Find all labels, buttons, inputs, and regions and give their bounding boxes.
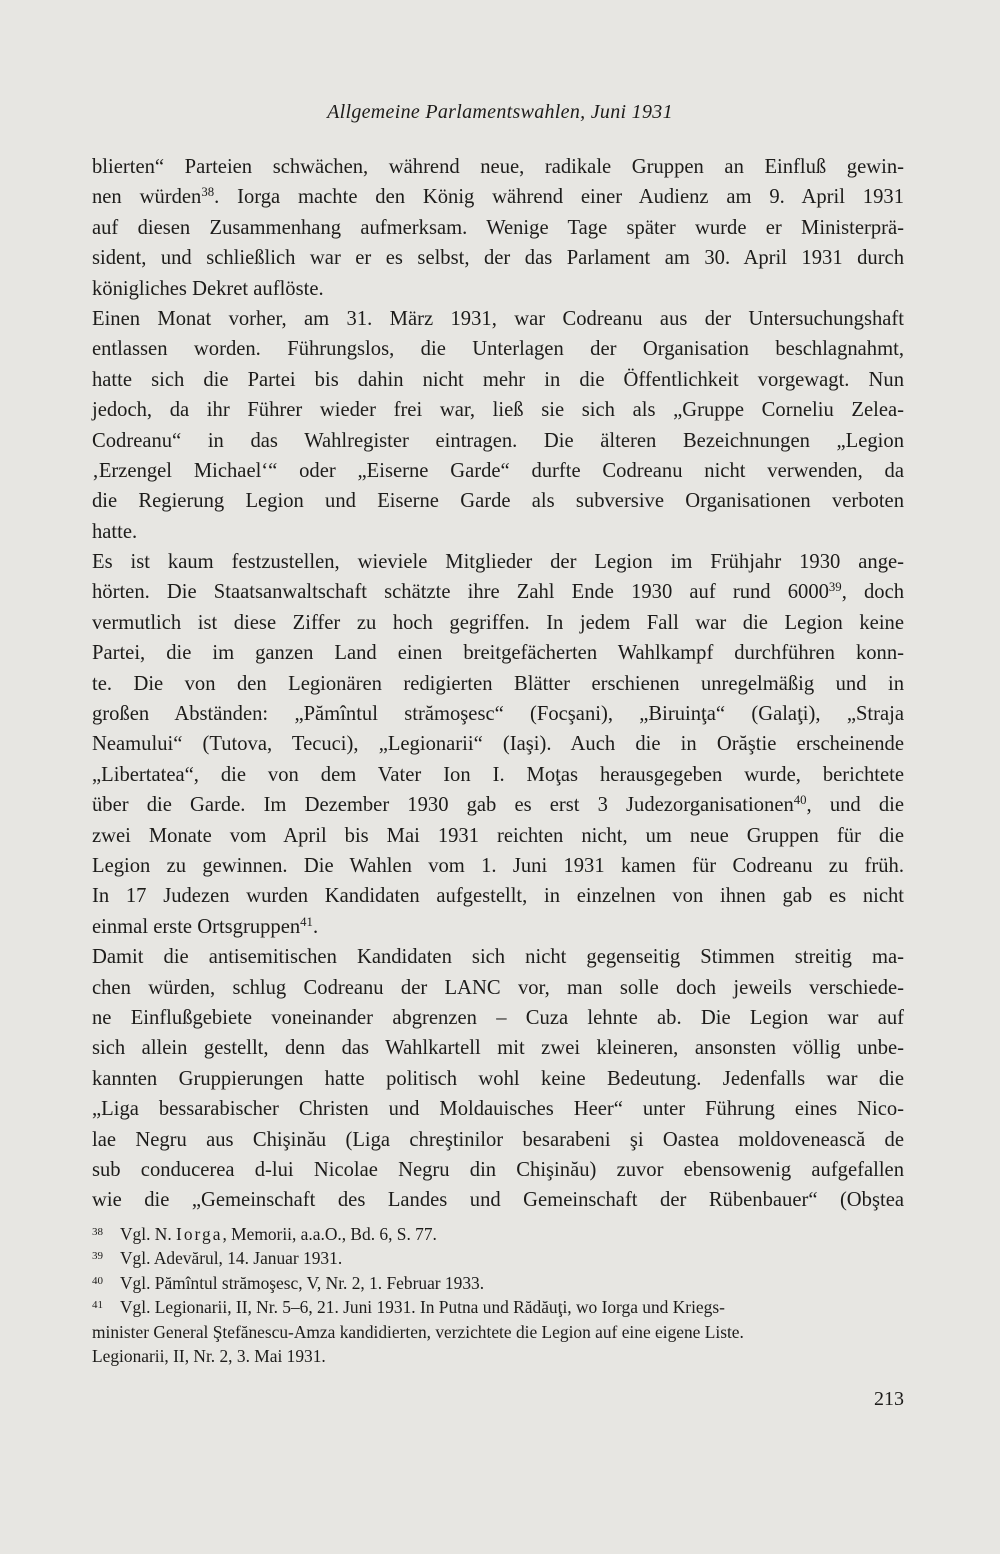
footnote-ref: 40 — [793, 793, 807, 808]
text-line: Legion zu gewinnen. Die Wahlen vom 1. Juni 1931 kamen für Codreanu zu früh. — [92, 854, 904, 877]
text-line: auf diesen Zusammenhang aufmerksam. Wenige Tage später wurde er Ministerprä- — [92, 216, 904, 239]
text-line: königliches Dekret auflöste. — [92, 277, 324, 300]
footnote-39: 39 Vgl. Adevărul, 14. Januar 1931. — [92, 1248, 343, 1269]
text-line: sident, und schließlich war er es selbst, der das Parlament am 30. April 1931 durch — [92, 247, 904, 270]
text-line: ‚Erzengel Michael‘“ oder „Eiserne Garde“ durfte Codreanu nicht verwenden, da — [92, 459, 904, 482]
text-line: ne Einflußgebiete voneinander abgrenzen – Cuza lehnte ab. Die Legion war auf — [92, 1006, 904, 1029]
running-head: Allgemeine Parlamentswahlen, Juni 1931 — [327, 101, 673, 123]
text-line: sub conducerea d-lui Nicolae Negru din Chişinău) zuvor ebensowenig aufgefallen — [92, 1158, 904, 1181]
footnote-41-continued: Legionarii, II, Nr. 2, 3. Mai 1931. — [92, 1345, 326, 1366]
text-line: te. Die von den Legionären redigierten Blätter erschienen unregelmäßig und in — [92, 672, 904, 695]
text-line: entlassen worden. Führungslos, die Unterlagen der Organisation beschlagnahmt, — [92, 338, 904, 361]
body-text — [92, 152, 904, 1216]
text-line: Damit die antisemitischen Kandidaten sich nicht gegenseitig Stimmen streitig ma- — [92, 946, 904, 969]
text-line: lae Negru aus Chişinău (Liga chreştinilor besarabeni şi Oastea moldovenească de — [92, 1128, 904, 1151]
text-line: vermutlich ist diese Ziffer zu hoch gegriffen. In jedem Fall war die Legion keine — [92, 611, 904, 634]
footnote-40: 40 Vgl. Pămîntul strămoşesc, V, Nr. 2, 1. Februar 1933. — [92, 1272, 485, 1293]
footnotes — [92, 1222, 904, 1368]
text-line: „Liga bessarabischer Christen und Moldauisches Heer“ unter Führung eines Nico- — [92, 1098, 904, 1121]
text-line: Partei, die im ganzen Land einen breitgefächerten Wahlkampf durchführen konn- — [92, 642, 904, 665]
text-line: über die Garde. Im Dezember 1930 gab es erst 3 Judezorganisationen$^{40}$, und die — [92, 793, 904, 817]
text-line: nen würden$^{38}$. Iorga machte den König während einer Audienz am 9. April 1931 — [92, 185, 904, 209]
text-line: großen Abständen: „Pămîntul strămoşesc“ (Focşani), „Biruinţa“ (Galaţi), „Straja — [92, 703, 904, 726]
footnote-41-continued: minister General Ştefănescu-Amza kandidierten, verzichtete die Legion auf eine eigene Liste. — [92, 1321, 744, 1342]
footnote-38: 38 Vgl. N. Iorga, Memorii, a.a.O., Bd. 6, S. 77. — [92, 1224, 437, 1244]
footnote-ref: 41 — [300, 914, 313, 929]
text-line: Einen Monat vorher, am 31. März 1931, war Codreanu aus der Untersuchungshaft — [92, 307, 904, 330]
author-name: Iorga — [176, 1224, 223, 1244]
text-line: kannten Gruppierungen hatte politisch wohl keine Bedeutung. Jedenfalls war die — [92, 1067, 904, 1090]
text-line: „Libertatea“, die von dem Vater Ion I. Moţas herausgegeben wurde, berichtete — [92, 763, 904, 786]
text-line: zwei Monate vom April bis Mai 1931 reichten nicht, um neue Gruppen für die — [92, 824, 904, 847]
footnote-41: 41 Vgl. Legionarii, II, Nr. 5–6, 21. Juni 1931. In Putna und Rădăuţi, wo Iorga und Kriegs- — [92, 1297, 725, 1318]
text-line: In 17 Judezen wurden Kandidaten aufgestellt, in einzelnen von ihnen gab es nicht — [92, 885, 904, 908]
footnote-ref: 38 — [201, 185, 215, 200]
text-line: jedoch, da ihr Führer wieder frei war, ließ sie sich als „Gruppe Corneliu Zelea- — [92, 399, 904, 422]
text-line: blierten“ Parteien schwächen, während neue, radikale Gruppen an Einfluß gewin- — [92, 156, 904, 178]
text-line: hatte. — [92, 520, 138, 543]
text-line: hatte sich die Partei bis dahin nicht mehr in die Öffentlichkeit vorgewagt. Nun — [92, 368, 904, 391]
page-number: 213 — [874, 1388, 904, 1410]
footnote-ref: 39 — [828, 580, 842, 595]
text-line: wie die „Gemeinschaft des Landes und Gemeinschaft der Rübenbauer“ (Obştea — [92, 1189, 904, 1212]
text-line: Es ist kaum festzustellen, wieviele Mitglieder der Legion im Frühjahr 1930 ange- — [92, 551, 904, 574]
text-line: Neamului“ (Tutova, Tecuci), „Legionarii“ (Iaşi). Auch die in Orăştie erscheinende — [92, 733, 904, 756]
text-line: chen würden, schlug Codreanu der LANC vor, man solle doch jeweils verschiede- — [92, 976, 904, 999]
text-line: Codreanu“ in das Wahlregister eintragen. Die älteren Bezeichnungen „Legion — [92, 429, 904, 452]
text-line: hörten. Die Staatsanwaltschaft schätzte ihre Zahl Ende 1930 auf rund 6000$^{39}$, doch — [92, 580, 905, 604]
text-line: die Regierung Legion und Eiserne Garde als subversive Organisationen verboten — [92, 490, 904, 513]
text-line: einmal erste Ortsgruppen$^{41}$. — [92, 914, 319, 938]
text-line: sich allein gestellt, denn das Wahlkartell mit zwei kleineren, ansonsten völlig unbe- — [92, 1037, 904, 1060]
